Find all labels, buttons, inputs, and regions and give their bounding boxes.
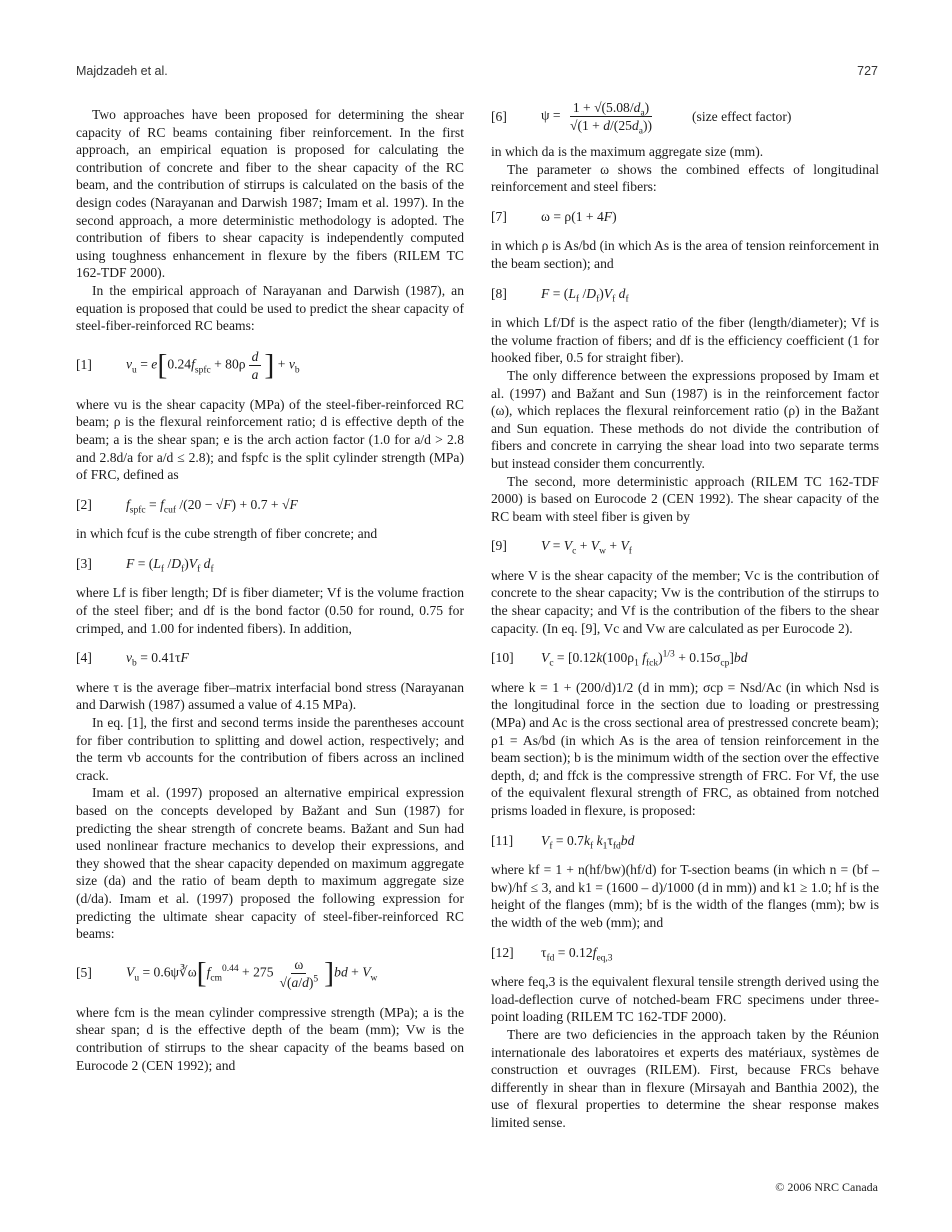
equation-body: $v_b = 0.41\tau F$ [126,650,189,669]
paragraph: where kf = 1 + n(hf/bw)(hf/d) for T-section beams (in which n = (bf – bw)/hf ≤ 3, and k1 = (1600 – d)/1000 (d in mm)) and k1 ≥ 1.0; hf is the height of the flanges (mm); bf is the width of the flanges (mm); bw is the width of the web (mm); and [491,862,879,930]
right-column [491,98,879,1132]
equation-8 [491,285,879,303]
paragraph: where Lf is fiber length; Df is fiber diameter; Vf is the volume fraction of the steel fiber; and df is the bond factor (0.50 for round, 0.75 for crimped, and 1.00 for indented fibers). In addition, [76,585,464,636]
equation-number: [4] [76,650,92,666]
running-header-page-number: 727 [857,64,878,78]
paragraph: in which ρ is As/bd (in which As is the area of tension reinforcement in the beam section); and [491,238,879,271]
equation-9 [491,537,879,555]
running-header-authors: Majdzadeh et al. [76,64,168,78]
paragraph: in which Lf/Df is the aspect ratio of the fiber (length/diameter); Vf is the volume fraction of fibers; and df is the efficiency coefficient (1 for hooked fiber, 0.5 for straight fiber). [491,315,879,366]
paragraph: where vu is the shear capacity (MPa) of the steel-fiber-reinforced RC beam; ρ is the flexural reinforcement ratio; d is effective depth of the beam; a is the shear span; e is the arch action factor (1.0 for a/d > 2.8 and 2.8d/a for a/d ≤ 2.8); and fspfc is the split cylinder strength (MPa) of FRC, defined as [76,396,464,483]
equation-body: ψ = $\frac{1 + √(5.08/d_a)}{√(1 + d/(25d_a))}$ [541,100,653,137]
equation-12 [491,944,879,962]
equation-number: [1] [76,357,92,373]
paragraph: In eq. [1], the first and second terms inside the parentheses account for fiber contribution to splitting and dowel action, respectively; and the term vb accounts for the contribution of fibers across an inclined crack. [76,715,464,783]
equation-number: [3] [76,555,92,571]
paragraph: Two approaches have been proposed for determining the shear capacity of RC beams containing fiber reinforcement. In the first approach, an empirical equation is proposed for calculating the contribution of concrete and fiber to the shear capacity of the RC beam, and the contribution of stirrups is calculated on the basis of the design codes (Narayanan and Darwish 1987; Imam et al. 1997). In the second approach, a more deterministic methodology is adopted. The contribution of fibers to shear capacity is independently computed using toughness enhancement in flexure by the fibers (RILEM TC 162-TDF 2000). [76,107,464,281]
equation-body: $V_f = 0.7k_f$ $k_1\tau_{fd}bd$ [541,832,635,852]
equation-3 [76,555,464,573]
paragraph: in which da is the maximum aggregate size (mm). [491,144,764,159]
equation-number: [6] [491,108,507,124]
equation-number: [5] [76,965,92,981]
left-column [76,106,464,1074]
paragraph: The only difference between the expressions proposed by Imam et al. (1997) and Bažant and Sun (1987) is in the reinforcement factor (ω), which replaces the flexural reinforcement ratio (ρ) in the Bažant and Sun equation. These methods do not divide the contribution of fibers and concrete in carrying the shear load into two separate terms but instead consider them concurrently. [491,367,879,471]
equation-number: [12] [491,944,514,960]
equation-number: [2] [76,496,92,512]
equation-2 [76,496,464,514]
paragraph: where feq,3 is the equivalent flexural tensile strength derived using the load-deflection curve of notched-beam FRC specimens under three-point loading (RILEM TC 162-TDF 2000). [491,974,879,1025]
equation-4 [76,649,464,667]
equation-number: [10] [491,650,514,666]
equation-body: $\tau_{fd} = 0.12f_{eq,3}$ [541,944,613,964]
paragraph: In the empirical approach of Narayanan and Darwish (1987), an equation is proposed that could be used to predict the shear capacity of steel-fiber-reinforced RC beams: [76,282,464,334]
copyright-footer: © 2006 NRC Canada [775,1180,878,1194]
equation-body: $V = V_c + V_w + V_f$ [541,538,632,557]
equation-body: $V_c = [0.12k(100\rho_1$ $f_{fck})^{1/3} + 0.15\sigma_{cp}]bd$ [541,649,748,669]
equation-10 [491,649,879,667]
equation-body: $V_u$ = $0.6\psi∛\omega[f_{cm}^{0.44} + 275$ $\frac{\omega}{√(a/d)^5}$ ]$bd + V_w$ [126,956,378,990]
equation-6 [491,100,879,137]
equation-body: $f_{spfc} = f_{cuf}$ /(20 − √F) + 0.7 + √F [126,496,298,516]
paragraph: where fcm is the mean cylinder compressive strength (MPa); a is the shear span; d is the effective depth of the beam (mm); Vw is the contribution of stirrups to the shear capacity of the beams based on Eurocode 2 (CEN 1992); and [76,1004,464,1073]
equation-number: [9] [491,538,507,554]
equation-11 [491,832,879,850]
paragraph: where τ is the average fiber–matrix interfacial bond stress (Narayanan and Darwish (1987) assumed a value of 4.15 MPa). [76,679,464,713]
equation-1 [76,349,464,382]
equation-7 [491,208,879,226]
paragraph: Imam et al. (1997) proposed an alternative empirical expression based on the concepts developed by Bažant and Sun (1987) for predicting the shear strength of concrete beams. Bažant and Sun had used nonlinear fracture mechanics to develop their expressions, and they showed that the shear capacity depended on maximum aggregate size (da) and the ratio of beam depth to maximum aggregate size (d/da). Imam et al. (1997) proposed the following expression for predicting the ultimate shear capacity of steel-fiber-reinforced RC beams: [76,785,464,942]
equation-number: [8] [491,285,507,301]
paragraph: The parameter ω shows the combined effects of longitudinal reinforcement and steel fibers: [491,161,879,195]
paragraph: where V is the shear capacity of the member; Vc is the contribution of concrete to the shear capacity; Vw is the contribution of the stirrups to the shear capacity; and Vf is the contribution of the fibers to the shear capacity. (In eq. [9], Vc and Vw are calculated as per Eurocode 2). [491,567,879,636]
paragraph: There are two deficiencies in the approach taken by the Réunion internationale des laboratoires et experts des matériaux, systèmes de construction et ouvrages (RILEM). First, because FRCs behave differently in shear than in flexure (Mirsayah and Banthia 2002), the use of flexural properties to determine the shear response makes limited sense. [491,1026,879,1130]
equation-number: [11] [491,832,514,848]
equation-body: $v_u = e[0.24f_{spfc} + 80\rho$ $\frac{d}{a}$ ] + $v_b$ [126,348,300,382]
paragraph: where k = 1 + (200/d)1/2 (d in mm); σcp = Nsd/Ac (in which Nsd is the longitudinal force in the section due to loading or prestressing (MPa) and Ac is the cross sectional area of prestressed concrete beam); ρ1 = As/bd (in which As is the area of tension reinforcement in the beam section); b is the minimum width of the section over the effective depth, d; and ffck is the compressive strength of FRC. For Vf, the use of the equivalent flexural strength of FRC, as obtained from notched prisms loaded in flexure, is proposed: [491,679,879,818]
equation-body: ω = ρ(1 + 4F) [541,208,617,224]
equation-note: (size effect factor) [692,108,792,124]
equation-5 [76,957,464,990]
equation-body: $F = (L_f$ $/D_f)V_f$ $d_f$ [541,285,629,305]
equation-number: [7] [491,208,507,224]
equation-body: $F = (L_f$ $/D_f)V_f$ $d_f$ [126,555,214,575]
paragraph: The second, more deterministic approach (RILEM TC 162-TDF 2000) is based on Eurocode 2 (CEN 1992). The shear capacity of the RC beam with steel fiber is given by [491,473,879,524]
paragraph: in which fcuf is the cube strength of fiber concrete; and [76,526,378,542]
